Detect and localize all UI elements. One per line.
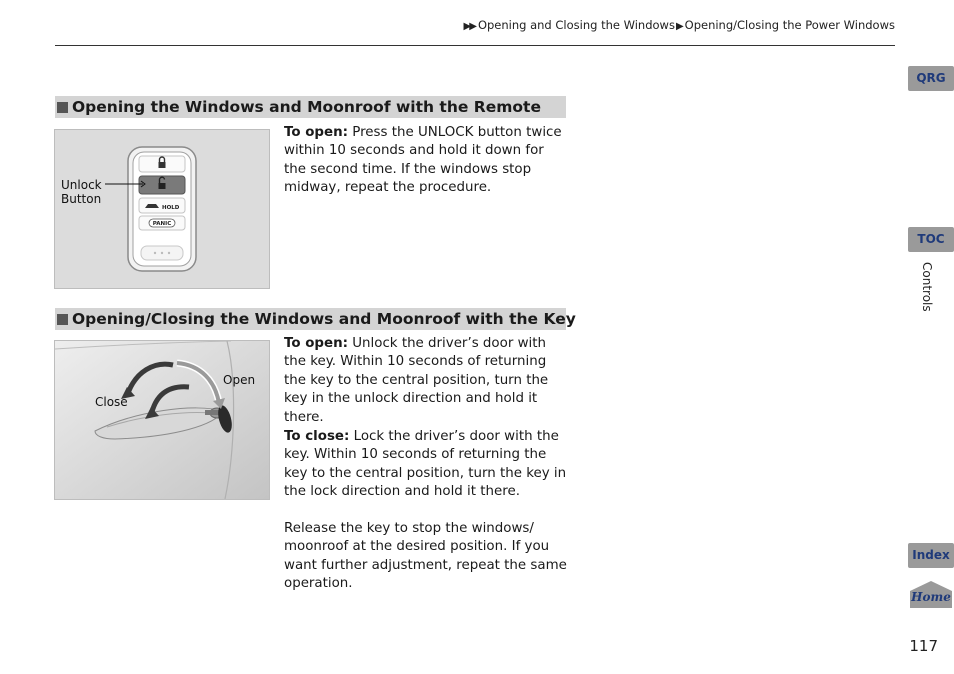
to-close-text: Lock the driver’s door with the key. Within 10 seconds of returning the key to the central position, turn the key in the lock direction and hold it there. (284, 429, 567, 500)
key-close-paragraph (284, 428, 569, 502)
to-open-label: To open: (284, 336, 348, 351)
section-heading-key-text: Opening/Closing the Windows and Moonroof with the Key (72, 310, 576, 328)
square-bullet-icon (57, 102, 68, 113)
section-heading-key (55, 308, 576, 330)
key-open-paragraph (284, 335, 569, 427)
section-heading-remote (55, 96, 566, 118)
page-number: 117 (909, 637, 938, 655)
panic-text: PANIC (152, 221, 172, 228)
header-divider (55, 45, 895, 46)
breadcrumb-part-1[interactable]: Opening and Closing the Windows (477, 18, 675, 32)
index-tab[interactable]: Index (908, 543, 954, 568)
section-heading-remote-text: Opening the Windows and Moonroof with the Remote (72, 98, 541, 116)
close-label: Close (95, 395, 128, 409)
breadcrumb (464, 18, 895, 32)
breadcrumb-part-2[interactable]: Opening/Closing the Power Windows (684, 18, 895, 32)
door-key-illustration (55, 341, 269, 499)
section-label-controls: Controls (920, 262, 934, 312)
unlock-label-line2: Button (61, 192, 102, 206)
toc-tab[interactable]: TOC (908, 227, 954, 252)
double-arrow-icon: ▶▶ (463, 21, 475, 32)
unlock-label-line1: Unlock (61, 178, 102, 192)
hold-text: HOLD (162, 205, 180, 211)
qrg-tab[interactable]: QRG (908, 66, 954, 91)
remote-open-paragraph (284, 124, 569, 198)
unlock-button-label (61, 178, 102, 206)
to-open-label: To open: (284, 125, 348, 140)
release-paragraph: Release the key to stop the windows/ moonroof at the desired position. If you want further adjustment, repeat the same operation. (284, 521, 567, 592)
to-close-label: To close: (284, 429, 350, 444)
open-label: Open (223, 373, 256, 387)
square-bullet-icon (57, 314, 68, 325)
key-figure (54, 340, 270, 500)
home-text: Home (911, 590, 951, 604)
to-open-text: Unlock the driver’s door with the key. Within 10 seconds of returning the key to the central position, turn the key in the unlock direction and hold it there. (284, 336, 549, 425)
remote-figure (54, 129, 270, 289)
home-button[interactable] (908, 580, 954, 609)
to-open-text: Press the UNLOCK button twice within 10 seconds and hold it down for the second time. If the windows stop midway, repeat the procedure. (284, 125, 562, 196)
remote-illustration (55, 130, 269, 288)
arrow-icon: ▶ (675, 21, 682, 32)
home-icon (908, 580, 954, 609)
